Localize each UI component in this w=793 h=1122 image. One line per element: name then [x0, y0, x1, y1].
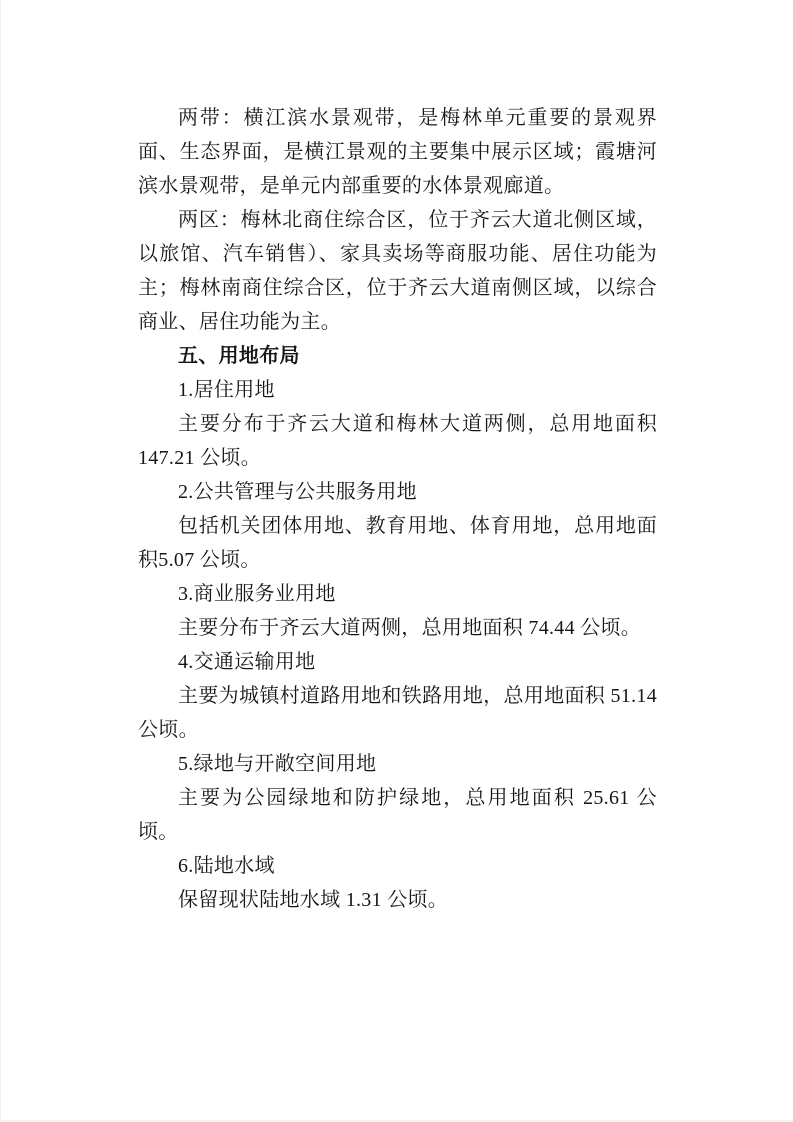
paragraph-body-1: 两区：梅林北商住综合区，位于齐云大道北侧区域，以旅馆、汽车销售）、家具卖场等商服功能、居住功能为主；梅林南商住综合区，位于齐云大道南侧区域，以综合商业、居住功能为主。 [138, 209, 657, 333]
paragraph-item-11: 5.绿地与开敞空间用地 [178, 753, 377, 775]
paragraph-body-14: 保留现状陆地水域 1.31 公顷。 [178, 889, 449, 911]
document-body [138, 101, 657, 917]
paragraph-body-0: 两带：横江滨水景观带，是梅林单元重要的景观界面、生态界面，是横江景观的主要集中展示区域；霞塘河滨水景观带，是单元内部重要的水体景观廊道。 [138, 107, 657, 197]
paragraph-body-12: 主要为公园绿地和防护绿地，总用地面积 25.61 公顷。 [138, 787, 657, 843]
paragraph-item-7: 3.商业服务业用地 [178, 583, 336, 605]
paragraph-item-13: 6.陆地水域 [178, 855, 275, 877]
paragraph-body-6: 包括机关团体用地、教育用地、体育用地，总用地面积5.07 公顷。 [138, 515, 657, 571]
paragraph-body-10: 主要为城镇村道路用地和铁路用地，总用地面积 51.14 公顷。 [138, 685, 657, 741]
paragraph-item-9: 4.交通运输用地 [178, 651, 316, 673]
paragraph-item-3: 1.居住用地 [178, 379, 275, 401]
paragraph-heading-2: 五、用地布局 [178, 345, 300, 367]
paragraph-body-8: 主要分布于齐云大道两侧，总用地面积 74.44 公顷。 [178, 617, 642, 639]
paragraph-body-4: 主要分布于齐云大道和梅林大道两侧，总用地面积147.21 公顷。 [138, 413, 657, 469]
paragraph-item-5: 2.公共管理与公共服务用地 [178, 481, 417, 503]
